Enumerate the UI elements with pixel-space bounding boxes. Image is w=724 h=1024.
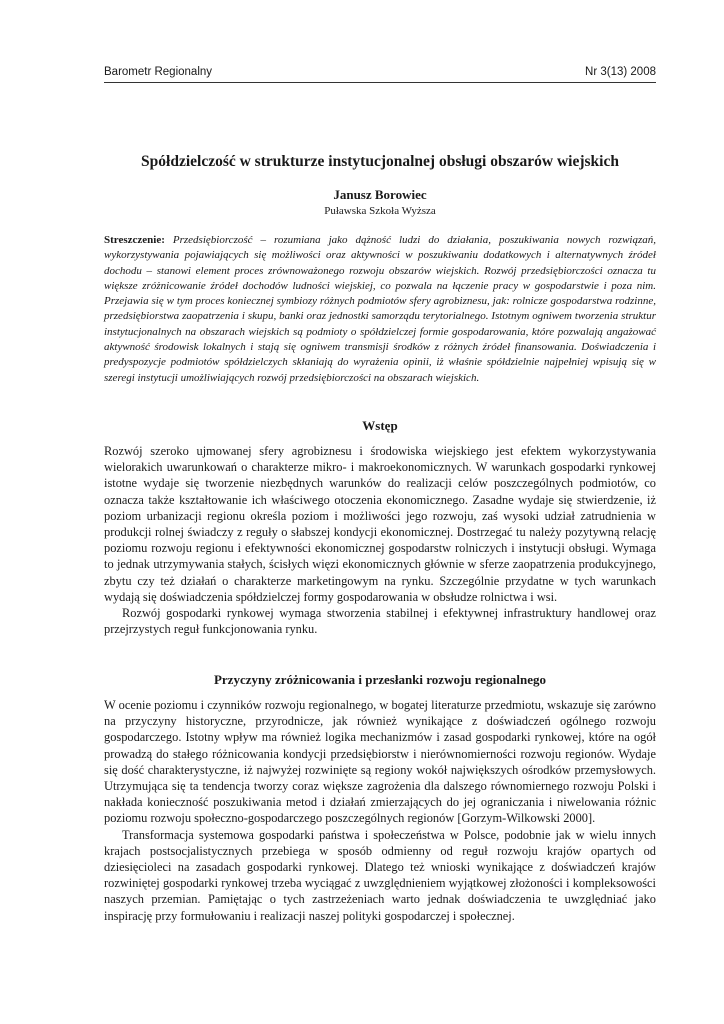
header-divider	[104, 82, 656, 83]
journal-name: Barometr Regionalny	[104, 66, 213, 78]
section-heading-regional: Przyczyny zróżnicowania i przesłanki rozwoju regionalnego	[213, 672, 547, 687]
paragraph: Rozwój szeroko ujmowanej sfery agrobiznesu i środowiska wiejskiego jest efektem wykorzystywania wielorakich uwarunkowań o charakterze mikro- i makroekonomicznych. W warunkach gospodarki rynkowej istotne wydaje się tworzenie niezbędnych warunków do realizacji celów poszczególnych podmiotów, co oznacza także kształtowanie ich właściwego otoczenia ekonomicznego. Zasadne wydaje się stwierdzenie, iż poziom urbanizacji regionu określa poziom i możliwości jego rozwoju, zaś wysoki udział zatrudnienia w produkcji rolnej świadczy z reguły o słabszej kondycji ekonomicznej. Dostrzegać tu należy pozytywną relację poziomu rozwoju regionu i efektywności ekonomicznej gospodarstw rolniczych i instytucji obsługi. Wymaga to jednak utrzymywania stałych, ścisłych więzi ekonomicznych głównie w sferze zaopatrzenia produkcyjnego, zbytu czy też działań o charakterze marketingowym na rynku. Szczególnie przydatne w tych warunkach wydają się doświadczenia spółdzielczej formy gospodarowania w obsłudze rolnictwa i wsi.	[104, 444, 656, 604]
section-body-intro	[104, 443, 656, 637]
paragraph: Transformacja systemowa gospodarki państwa i społeczeństwa w Polsce, podobnie jak w wielu innych krajach postsocjalistycznych przebiega w sposób odmienny od reguł rozwoju krajów opartych od dziesięcioleci na zasadach gospodarki rynkowej. Dlatego też wnioski wynikające z doświadczeń krajów rozwiniętej gospodarki rynkowej trzeba wyciągać z uwzględnieniem wyjątkowej złożoności i kompleksowości naszych przemian. Pamiętając o tych zastrzeżeniach warto jednak doświadczenia te uwzględniać jako inspirację przy formułowaniu i realizacji naszej polityki gospodarczej i społecznej.	[104, 827, 656, 923]
issue-number: Nr 3(13) 2008	[585, 66, 656, 78]
abstract	[104, 233, 656, 386]
running-header	[104, 65, 656, 79]
author-affiliation: Puławska Szkoła Wyższa	[324, 205, 436, 217]
author-name: Janusz Borowiec	[333, 187, 427, 202]
section-body-regional	[104, 697, 656, 924]
abstract-text: Przedsiębiorczość – rozumiana jako dążność ludzi do działania, poszukiwania nowych rozwiązań, wykorzystywania pojawiających się możliwości oraz aktywności w poszukiwaniu dodatkowych i alternatywnych źródeł dochodu – stanowi element proces zrównoważonego rozwoju obszarów wiejskich. Rozwój przedsiębiorczości oznacza tu większe zróżnicowanie źródeł dochodów ludności wiejskiej, co pozwala na łączenie pracy w gospodarstwie i poza nim. Przejawia się w tym proces koniecznej symbiozy różnych podmiotów sfery agrobiznesu, jak: rolnicze gospodarstwa rodzinne, przedsiębiorstwa zaopatrzenia i skupu, banki oraz jednostki samorządu terytorialnego. Istotnym ogniwem tworzenia struktur instytucjonalnych na obszarach wiejskich są podmioty o spółdzielczej formie gospodarowania, które pozwalają angażować aktywność środowisk lokalnych i stają się ogniwem transmisji środków z różnych źródeł finansowania. Doświadczenia i predyspozycje podmiotów spółdzielczych skłaniają do wyrażenia opinii, iż właśnie spółdzielnie najpełniej wpisują się w szeregi instytucji umożliwiających rozwój przedsiębiorczości na obszarach wiejskich.	[104, 234, 656, 384]
paragraph: W ocenie poziomu i czynników rozwoju regionalnego, w bogatej literaturze przedmiotu, wskazuje się zarówno na przyczyny historyczne, przyrodnicze, jak również wynikające z doświadczeń ogólnego rozwoju gospodarczego. Istotny wpływ ma również logika mechanizmów i zasad gospodarki rynkowej, które na ogół prowadzą do stałego różnicowania kondycji przedsiębiorstw i nierównomierności rozwoju regionów. Wydaje się dość charakterystyczne, iż najwyżej rozwinięte są regiony wokół największych ośrodków przemysłowych. Utrzymująca się ta tendencja tworzy coraz większe zagrożenia dla dalszego równomiernego rozwoju Polski i nakłada konieczność poszukiwania metod i działań zmierzających do jej ograniczania i niwelowania różnic poziomu rozwoju społeczno-gospodarczego poszczególnych regionów [Gorzym-Wilkowski 2000].	[104, 698, 656, 826]
section-heading-intro: Wstęp	[362, 418, 398, 433]
paragraph: Rozwój gospodarki rynkowej wymaga stworzenia stabilnej i efektywnej infrastruktury handlowej oraz przejrzystych reguł funkcjonowania rynku.	[104, 606, 656, 637]
abstract-label: Streszczenie:	[104, 234, 165, 246]
paper-title: Spółdzielczość w strukturze instytucjonalnej obsługi obszarów wiejskich	[141, 153, 619, 170]
